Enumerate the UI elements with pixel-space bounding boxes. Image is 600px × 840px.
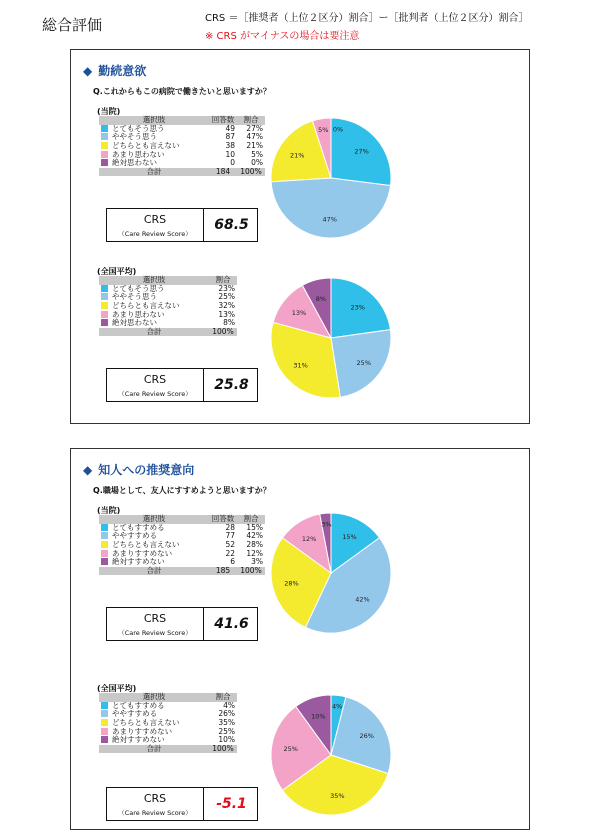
section-title: ◆ 勤続意欲 (83, 64, 147, 78)
national-group-label: (全国平均) (97, 267, 137, 276)
slice-label: 4% (332, 702, 343, 711)
col-count: 回答数 (209, 515, 237, 524)
table-row: どちらとも言えない 38 21% (99, 142, 265, 151)
question-text: Q.職場として、友人にすすめようと思いますか？ (93, 486, 271, 495)
color-chip-icon (101, 550, 108, 557)
table-row: あまり思わない 10 5% (99, 150, 265, 159)
table-row: どちらとも言えない 32% (99, 302, 237, 311)
col-ratio: 割合 (237, 515, 265, 524)
color-chip-icon (101, 736, 108, 743)
total-row: 合計 100% (99, 745, 237, 754)
color-chip-icon (101, 728, 108, 735)
slice-label: 21% (290, 151, 305, 160)
table-row: どちらとも言えない 35% (99, 719, 237, 728)
slice-label: 10% (311, 712, 326, 721)
crs-value: 41.6 (203, 608, 259, 640)
total-row: 合計 185 100% (99, 567, 265, 576)
slice-label: 31% (293, 361, 308, 370)
pie-slice (271, 178, 390, 238)
crs-value: 25.8 (203, 369, 259, 401)
color-chip-icon (101, 541, 108, 548)
color-chip-icon (101, 311, 108, 318)
col-count: 回答数 (209, 116, 237, 125)
crs-sublabel: （Care Review Score） (118, 629, 192, 637)
total-row: 合計 100% (99, 328, 237, 337)
color-chip-icon (101, 293, 108, 300)
crs-label: CRS (143, 373, 167, 386)
col-choice: 選択肢 (99, 515, 209, 524)
pie-chart-hospital-recommendation (269, 511, 393, 635)
color-chip-icon (101, 302, 108, 309)
crs-sublabel: （Care Review Score） (118, 809, 192, 817)
crs-score-box (106, 787, 258, 821)
crs-score-box (106, 368, 258, 402)
slice-label: 5% (318, 125, 329, 134)
table-row: 絶対思わない 0 0% (99, 159, 265, 168)
slice-label: 26% (359, 731, 374, 740)
col-choice: 選択肢 (99, 116, 209, 125)
table-row: とてもそう思う 23% (99, 285, 237, 294)
table-row: あまり思わない 13% (99, 310, 237, 319)
page-title: 総合評価 (42, 16, 103, 34)
col-choice: 選択肢 (99, 276, 209, 285)
table-row: 絶対思わない 8% (99, 319, 237, 328)
section-title: ◆ 知人への推奨意向 (83, 463, 195, 477)
crs-warning: ※ CRS がマイナスの場合は要注意 (205, 31, 360, 42)
crs-label: CRS (143, 612, 167, 625)
hospital-frequency-table (99, 515, 265, 575)
pie-chart-national-retention (269, 276, 393, 400)
crs-value: -5.1 (203, 788, 259, 820)
national-frequency-table (99, 693, 237, 753)
slice-label: 28% (284, 579, 299, 588)
table-row: とてもすすめる 28 15% (99, 524, 265, 533)
table-row: ややすすめる 77 42% (99, 532, 265, 541)
crs-label: CRS (143, 792, 167, 805)
hospital-group-label: (当院) (97, 506, 121, 515)
pie-chart-hospital-retention (269, 116, 393, 240)
question-text: Q.これからもこの病院で働きたいと思いますか？ (93, 87, 271, 96)
section-panel-recommendation (70, 448, 530, 830)
color-chip-icon (101, 159, 108, 166)
color-chip-icon (101, 719, 108, 726)
slice-label: 0% (332, 125, 344, 134)
color-chip-icon (101, 133, 108, 140)
color-chip-icon (101, 285, 108, 292)
national-group-label: (全国平均) (97, 684, 137, 693)
col-ratio: 割合 (209, 276, 237, 285)
table-row: あまりすすめない 25% (99, 727, 237, 736)
table-row: とてもそう思う 49 27% (99, 125, 265, 134)
table-row: ややすすめる 26% (99, 710, 237, 719)
color-chip-icon (101, 319, 108, 326)
pie-chart-national-recommendation (269, 693, 393, 817)
table-row: あまりすすめない 22 12% (99, 549, 265, 558)
table-row: どちらとも言えない 52 28% (99, 541, 265, 550)
color-chip-icon (101, 125, 108, 132)
table-row: ややそう思う 25% (99, 293, 237, 302)
slice-label: 8% (315, 294, 327, 303)
hospital-frequency-table (99, 116, 265, 176)
color-chip-icon (101, 142, 108, 149)
crs-value: 68.5 (203, 209, 259, 241)
crs-sublabel: （Care Review Score） (118, 230, 192, 238)
table-row: ややそう思う 87 47% (99, 133, 265, 142)
diamond-icon: ◆ (83, 64, 93, 78)
crs-score-box (106, 208, 258, 242)
slice-label: 35% (330, 791, 345, 800)
diamond-icon: ◆ (83, 463, 93, 477)
slice-label: 23% (350, 303, 365, 312)
color-chip-icon (101, 558, 108, 565)
color-chip-icon (101, 532, 108, 539)
crs-score-box (106, 607, 258, 641)
col-choice: 選択肢 (99, 693, 209, 702)
hospital-group-label: (当院) (97, 107, 121, 116)
slice-label: 3% (321, 520, 332, 529)
crs-label: CRS (143, 213, 167, 226)
color-chip-icon (101, 524, 108, 531)
slice-label: 12% (301, 535, 317, 544)
national-frequency-table (99, 276, 237, 336)
slice-label: 47% (322, 215, 337, 224)
slice-label: 15% (342, 533, 357, 542)
total-row: 合計 184 100% (99, 168, 265, 177)
table-row: とてもすすめる 4% (99, 702, 237, 711)
slice-label: 13% (291, 309, 307, 318)
table-row: 絶対すすめない 6 3% (99, 558, 265, 567)
col-ratio: 割合 (237, 116, 265, 125)
crs-sublabel: （Care Review Score） (118, 390, 192, 398)
slice-label: 42% (355, 595, 370, 604)
color-chip-icon (101, 151, 108, 158)
crs-formula: CRS ＝［推奨者（上位２区分）割合］ー［批判者（上位２区分）割合］ (205, 13, 529, 24)
slice-label: 25% (356, 358, 372, 367)
col-ratio: 割合 (209, 693, 237, 702)
color-chip-icon (101, 702, 108, 709)
table-row: 絶対すすめない 10% (99, 736, 237, 745)
section-panel-retention (70, 49, 530, 424)
slice-label: 27% (354, 147, 369, 156)
color-chip-icon (101, 710, 108, 717)
slice-label: 25% (283, 745, 298, 754)
